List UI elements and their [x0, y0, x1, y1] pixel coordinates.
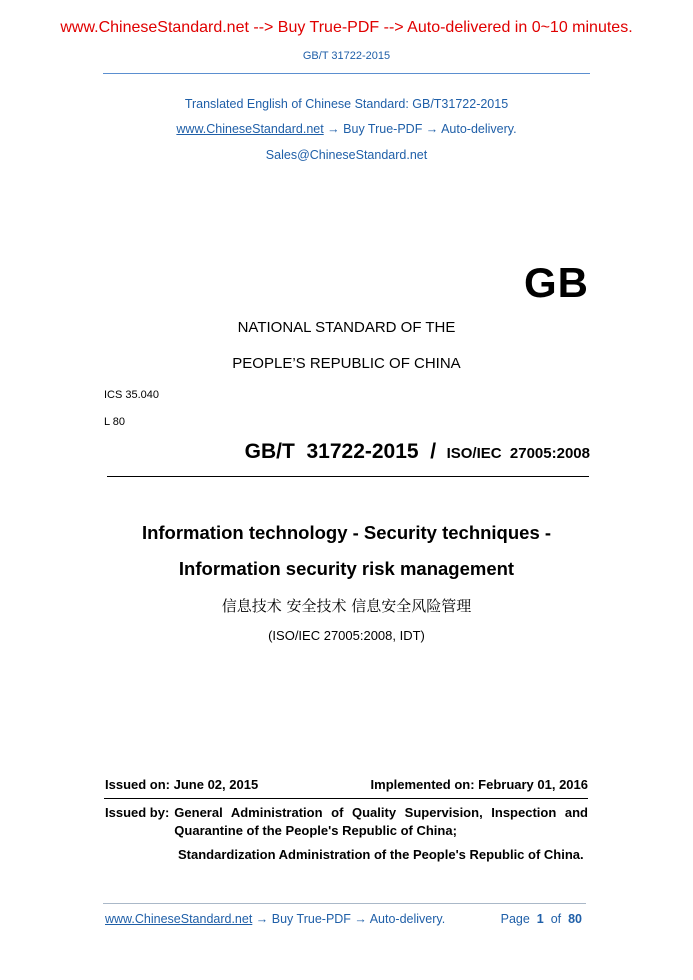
- translation-note: Translated English of Chinese Standard: GB/T31722-2015: [184, 97, 509, 111]
- title-chinese: 信息技术 安全技术 信息安全风险管理: [221, 597, 472, 615]
- title-line1: Information technology - Security techniques -: [141, 522, 552, 543]
- title-line2: Information security risk management: [178, 558, 515, 579]
- buy-line: [0, 122, 693, 136]
- footer-divider: [103, 903, 586, 904]
- dates-row: [105, 777, 588, 792]
- ccs-code: L 80: [104, 416, 126, 428]
- page-footer: [105, 912, 582, 926]
- gb-logo: GB: [524, 259, 589, 306]
- footer-buy-line: [105, 912, 445, 926]
- page-label: Page: [500, 912, 530, 926]
- dates-divider: [104, 798, 588, 799]
- running-header: GB/T 31722-2015: [302, 50, 391, 62]
- page-of: of: [550, 912, 562, 926]
- title-divider: [107, 476, 589, 477]
- footer-buy-text: → Buy True-PDF → Auto-delivery.: [252, 912, 446, 926]
- gb-number: GB/T 31722-2015 /: [244, 440, 437, 463]
- issued-by-label: Issued by:: [105, 805, 170, 820]
- issued-date: Issued on: June 02, 2015: [105, 777, 259, 792]
- national-standard-line1: NATIONAL STANDARD OF THE: [237, 319, 456, 336]
- standard-number: [245, 440, 590, 464]
- national-standard-line2: PEOPLE’S REPUBLIC OF CHINA: [232, 355, 461, 372]
- issuer-aqsiq: General Administration of Quality Supervision, Inspection and Quarantine of the People's Republic of China;: [174, 805, 588, 838]
- page-counter: [501, 912, 582, 926]
- ics-code: ICS 35.040: [104, 389, 160, 401]
- implemented-date: Implemented on: February 01, 2016: [370, 777, 588, 792]
- page-total: 80: [568, 912, 582, 926]
- buy-line-text: → Buy True-PDF → Auto-delivery.: [323, 122, 517, 136]
- footer-site-link[interactable]: www.ChineseStandard.net: [105, 912, 253, 926]
- issuer-sac: Standardization Administration of the People's Republic of China.: [178, 847, 584, 862]
- issued-by-block: [105, 804, 588, 864]
- site-link[interactable]: www.ChineseStandard.net: [176, 122, 324, 136]
- promo-banner[interactable]: www.ChineseStandard.net --> Buy True-PDF --> Auto-delivered in 0~10 minutes.: [60, 19, 633, 36]
- header-divider: [103, 73, 590, 74]
- iso-number: ISO/IEC 27005:2008: [446, 445, 590, 462]
- sales-email[interactable]: Sales@ChineseStandard.net: [265, 148, 428, 162]
- equivalence-note: (ISO/IEC 27005:2008, IDT): [268, 628, 425, 643]
- page-current: 1: [536, 912, 544, 926]
